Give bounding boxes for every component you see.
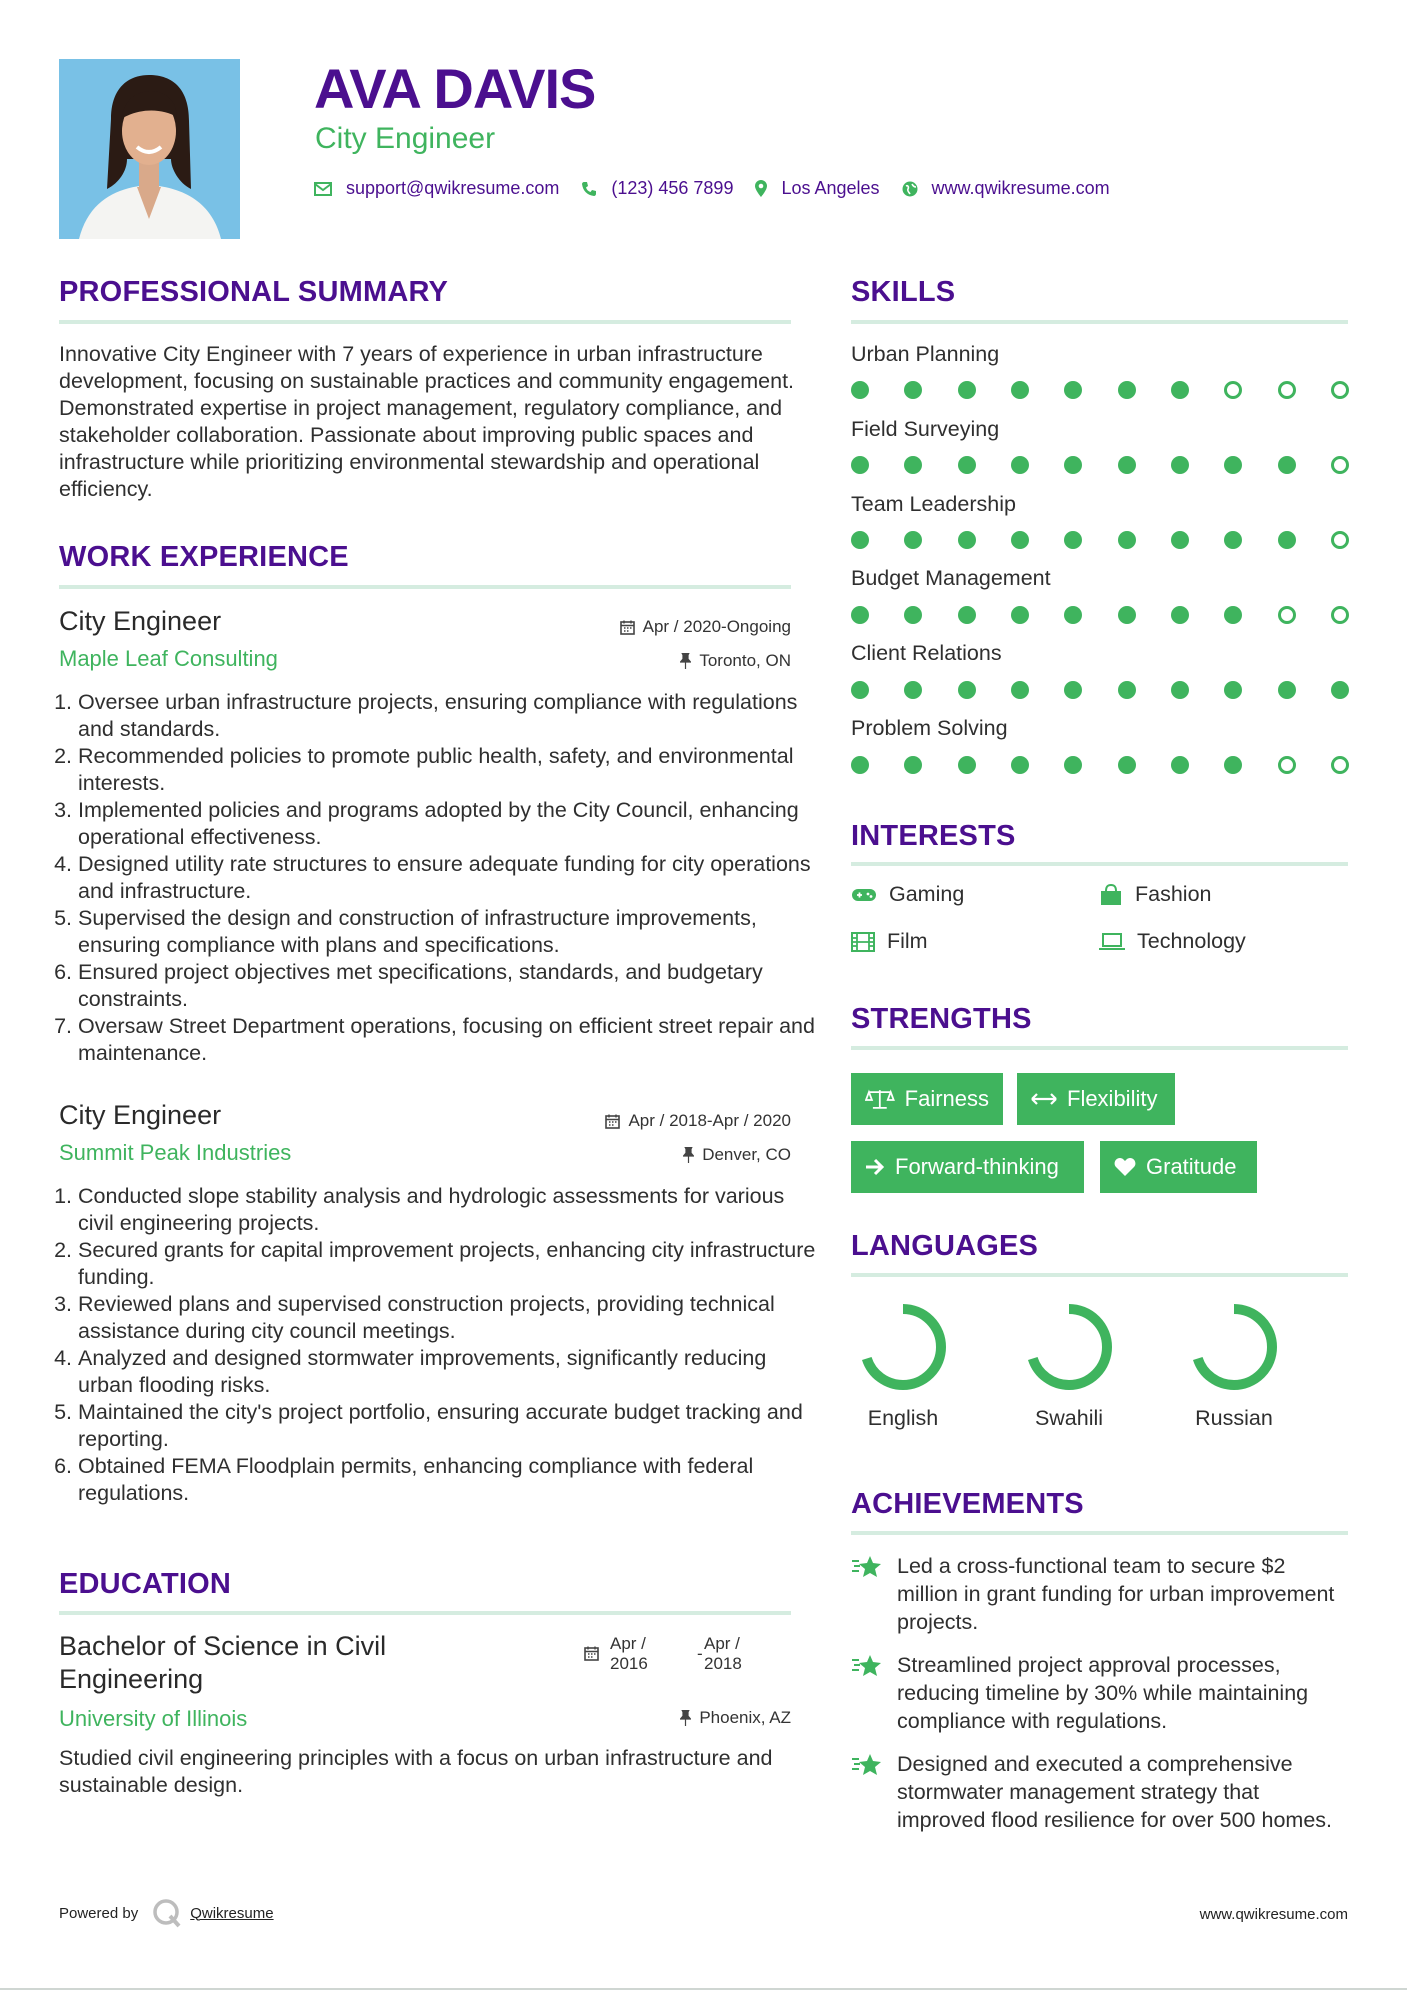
summary-text: Innovative City Engineer with 7 years of experience in urban infrastructure development, focusing on sustainable practices and community engagement. Demonstrated expertise in project management, regulatory compliance, and stakeholder collaboration. Passionate about improving public spaces and infrastructure while prioritizing environmental stewardship and operational efficiency. <box>59 342 795 501</box>
achievement-text: Led a cross-functional team to secure $2 million in grant funding for urban improvement projects. <box>897 1554 1335 1634</box>
skill-rating <box>851 456 1349 474</box>
skill-rating <box>851 681 1349 699</box>
duty-item: 7. Oversaw Street Department operations, focusing on efficient street repair and maintenance. <box>78 1013 818 1067</box>
languages-heading: LANGUAGES <box>851 1230 1039 1262</box>
skill-dot-filled <box>958 756 976 774</box>
skill-dot-filled <box>1064 456 1082 474</box>
calendar-icon <box>620 620 635 635</box>
qwikresume-logo-icon <box>152 1898 182 1928</box>
job-title: City Engineer <box>59 606 222 636</box>
skill-dot-filled <box>1171 606 1189 624</box>
skill-dot-filled <box>1011 756 1029 774</box>
language-name: Swahili <box>1034 1406 1104 1430</box>
skill-dot-filled <box>958 456 976 474</box>
skill-dot-filled <box>904 681 922 699</box>
duty-item: 6. Ensured project objectives met specifications, standards, and budgetary constraints. <box>78 959 818 1013</box>
skills-heading: SKILLS <box>851 276 956 308</box>
edu-end-date: Apr / 2018 <box>704 1634 742 1673</box>
skill-rating <box>851 531 1349 549</box>
skill-dot-filled <box>958 531 976 549</box>
brand-link[interactable]: Qwikresume <box>190 1904 274 1922</box>
job-duties-list <box>59 689 818 1067</box>
interest-item <box>1099 882 1212 907</box>
skill-dot-filled <box>958 681 976 699</box>
skill-dot-filled <box>958 381 976 399</box>
powered-by-text: Powered by <box>59 1904 139 1922</box>
contact-phone[interactable] <box>581 178 733 199</box>
phone-text: (123) 456 7899 <box>611 178 734 198</box>
shooting-star-icon <box>851 1752 883 1778</box>
skill-dot-filled <box>904 606 922 624</box>
skill-dot-filled <box>1064 756 1082 774</box>
skill-rating <box>851 381 1349 399</box>
edu-date-dash: - <box>697 1644 703 1663</box>
skill-dot-empty <box>1331 531 1349 549</box>
skill-dot-filled <box>1011 681 1029 699</box>
degree-title: Bachelor of Science in Civil Engineering <box>59 1631 387 1694</box>
skill-name: Field Surveying <box>851 417 1000 441</box>
job-company: Maple Leaf Consulting <box>59 646 278 671</box>
skill-dot-filled <box>1118 531 1136 549</box>
duty-item: 5. Supervised the design and construction of infrastructure improvements, ensuring compliance with plans and specifications. <box>78 905 818 959</box>
skill-dot-filled <box>1011 531 1029 549</box>
contact-email[interactable] <box>314 178 559 199</box>
skill-dot-filled <box>1224 681 1242 699</box>
skill-dot-empty <box>1278 381 1296 399</box>
edu-start-date: Apr / 2016 <box>610 1634 648 1673</box>
language-level-arc <box>1031 1309 1107 1385</box>
strength-badge <box>1017 1073 1175 1125</box>
envelope-icon <box>314 182 332 196</box>
skill-dot-filled <box>1011 456 1029 474</box>
skill-dot-filled <box>904 456 922 474</box>
interest-label: Technology <box>1137 929 1246 953</box>
strengths-heading: STRENGTHS <box>851 1003 1032 1035</box>
website-text: www.qwikresume.com <box>931 178 1110 198</box>
contact-location <box>755 178 879 199</box>
skill-dot-filled <box>1118 606 1136 624</box>
skill-dot-filled <box>1118 456 1136 474</box>
language-level-ring <box>1189 1302 1279 1392</box>
language-item <box>1174 1302 1294 1431</box>
skill-dot-filled <box>1171 756 1189 774</box>
skill-rating <box>851 606 1349 624</box>
skill-dot-filled <box>1118 756 1136 774</box>
skill-dot-empty <box>1278 606 1296 624</box>
job-date-text: Apr / 2020-Ongoing <box>642 617 791 636</box>
language-level-ring <box>1024 1302 1114 1392</box>
achievement-item <box>851 1750 1351 1834</box>
film-icon <box>851 932 875 952</box>
interest-item <box>851 882 964 907</box>
strength-label: Gratitude <box>1146 1154 1237 1179</box>
duty-item: 2. Secured grants for capital improvement projects, enhancing city infrastructure funding. <box>78 1237 818 1291</box>
skill-dot-filled <box>1118 381 1136 399</box>
skill-dot-filled <box>851 456 869 474</box>
duty-item: 3. Implemented policies and programs adopted by the City Council, enhancing operational effectiveness. <box>78 797 818 851</box>
duty-item: 2. Recommended policies to promote public health, safety, and environmental interests. <box>78 743 818 797</box>
contact-website[interactable] <box>902 178 1110 199</box>
skill-rating <box>851 756 1349 774</box>
map-marker-icon <box>755 180 767 197</box>
strength-badge <box>851 1141 1084 1193</box>
skill-name: Urban Planning <box>851 342 1000 366</box>
skill-dot-empty <box>1278 756 1296 774</box>
language-level-ring <box>858 1302 948 1392</box>
skill-name: Budget Management <box>851 566 1051 590</box>
strength-label: Forward-thinking <box>895 1154 1059 1179</box>
job-company: Summit Peak Industries <box>59 1140 292 1165</box>
job-title: City Engineer <box>59 1100 222 1130</box>
summary-rule <box>59 320 791 324</box>
skill-name: Client Relations <box>851 641 1002 665</box>
balance-scale-icon <box>865 1088 895 1110</box>
arrow-right-icon <box>865 1158 885 1176</box>
summary-heading: PROFESSIONAL SUMMARY <box>59 276 449 308</box>
skill-dot-empty <box>1331 756 1349 774</box>
skill-name: Problem Solving <box>851 716 1008 740</box>
skill-dot-filled <box>1278 456 1296 474</box>
skill-dot-filled <box>1064 681 1082 699</box>
skill-dot-filled <box>1171 531 1189 549</box>
skill-dot-empty <box>1331 381 1349 399</box>
experience-rule <box>59 585 791 589</box>
duty-item: 4. Designed utility rate structures to ensure adequate funding for city operations and infrastructure. <box>78 851 818 905</box>
calendar-icon <box>584 1646 599 1661</box>
profile-photo <box>59 59 240 239</box>
skill-dot-filled <box>1278 531 1296 549</box>
achievement-text: Designed and executed a comprehensive stormwater management strategy that improved flood resilience for over 500 homes. <box>897 1752 1332 1832</box>
job-date-text: Apr / 2018-Apr / 2020 <box>628 1111 791 1130</box>
heart-icon <box>1114 1157 1136 1177</box>
job-duties-list <box>59 1183 818 1507</box>
duty-item: 1. Conducted slope stability analysis and hydrologic assessments for various civil engineering projects. <box>78 1183 818 1237</box>
language-level-arc <box>1196 1309 1272 1385</box>
gamepad-icon <box>851 887 877 903</box>
skill-dot-filled <box>1064 381 1082 399</box>
calendar-icon <box>605 1114 620 1129</box>
skill-dot-filled <box>904 531 922 549</box>
thumbtack-icon <box>683 1147 694 1163</box>
skill-dot-filled <box>904 381 922 399</box>
education-rule <box>59 1611 791 1615</box>
job-location <box>683 1145 791 1165</box>
interest-label: Gaming <box>889 882 965 906</box>
school-name: University of Illinois <box>59 1706 248 1731</box>
skill-dot-filled <box>1171 381 1189 399</box>
globe-icon <box>902 181 918 197</box>
experience-heading: WORK EXPERIENCE <box>59 541 349 573</box>
job-location-text: Toronto, ON <box>699 651 791 670</box>
duty-item: 4. Analyzed and designed stormwater improvements, significantly reducing urban flooding risks. <box>78 1345 818 1399</box>
skill-dot-filled <box>1011 381 1029 399</box>
job-location-text: Denver, CO <box>702 1145 791 1164</box>
skills-rule <box>851 320 1348 324</box>
duty-item: 5. Maintained the city's project portfolio, ensuring accurate budget tracking and reporting. <box>78 1399 818 1453</box>
language-item <box>843 1302 963 1431</box>
strength-badge <box>1100 1141 1257 1193</box>
interest-item <box>1099 929 1246 954</box>
skill-dot-filled <box>1224 531 1242 549</box>
interest-label: Film <box>887 929 928 953</box>
achievement-item <box>851 1552 1351 1636</box>
skill-name: Team Leadership <box>851 492 1016 516</box>
language-name: Russian <box>1195 1406 1273 1430</box>
skill-dot-empty <box>1331 456 1349 474</box>
achievements-heading: ACHIEVEMENTS <box>851 1488 1084 1520</box>
skill-dot-filled <box>1224 606 1242 624</box>
skill-dot-filled <box>851 381 869 399</box>
skill-dot-filled <box>1331 681 1349 699</box>
candidate-role: City Engineer <box>315 122 496 155</box>
thumbtack-icon <box>680 653 691 669</box>
skill-dot-filled <box>851 531 869 549</box>
laptop-icon <box>1099 933 1125 951</box>
skill-dot-filled <box>1224 456 1242 474</box>
skill-dot-empty <box>1331 606 1349 624</box>
strength-badge <box>851 1073 1003 1125</box>
contact-bar <box>314 178 1132 199</box>
achievement-item <box>851 1651 1351 1735</box>
skill-dot-filled <box>958 606 976 624</box>
interest-label: Fashion <box>1135 882 1212 906</box>
interests-rule <box>851 862 1348 866</box>
shooting-star-icon <box>851 1554 883 1580</box>
job-location <box>680 651 791 671</box>
strength-label: Fairness <box>904 1086 989 1111</box>
phone-icon <box>581 181 597 197</box>
skill-dot-filled <box>904 756 922 774</box>
candidate-name: AVA DAVIS <box>314 57 596 120</box>
footer-website[interactable]: www.qwikresume.com <box>1199 1906 1348 1923</box>
skill-dot-filled <box>851 681 869 699</box>
skill-dot-filled <box>1278 681 1296 699</box>
skill-dot-filled <box>1064 531 1082 549</box>
language-name: English <box>867 1406 939 1430</box>
portrait-image <box>59 59 240 239</box>
interests-heading: INTERESTS <box>851 820 1016 852</box>
education-heading: EDUCATION <box>59 1568 232 1600</box>
strengths-rule <box>851 1046 1348 1050</box>
skill-dot-empty <box>1224 381 1242 399</box>
interest-item <box>851 929 928 954</box>
skill-dot-filled <box>851 606 869 624</box>
edu-location-text: Phoenix, AZ <box>699 1708 791 1727</box>
skill-dot-filled <box>1011 606 1029 624</box>
shooting-star-icon <box>851 1653 883 1679</box>
achievement-text: Streamlined project approval processes, reducing timeline by 30% while maintaining compliance with regulations. <box>897 1653 1309 1733</box>
language-item <box>1009 1302 1129 1431</box>
skill-dot-filled <box>1224 756 1242 774</box>
job-date <box>620 617 791 637</box>
skill-dot-filled <box>1171 681 1189 699</box>
skill-dot-filled <box>851 756 869 774</box>
duty-item: 6. Obtained FEMA Floodplain permits, enhancing compliance with federal regulations. <box>78 1453 818 1507</box>
shopping-bag-icon <box>1099 884 1123 906</box>
email-text: support@qwikresume.com <box>346 178 560 198</box>
thumbtack-icon <box>680 1710 691 1726</box>
skill-dot-filled <box>1171 456 1189 474</box>
languages-rule <box>851 1273 1348 1277</box>
education-description: Studied civil engineering principles with a focus on urban infrastructure and sustainable design. <box>59 1746 773 1797</box>
location-text: Los Angeles <box>781 178 880 198</box>
edu-location <box>680 1708 791 1728</box>
strength-label: Flexibility <box>1067 1086 1158 1111</box>
language-level-arc <box>865 1309 941 1385</box>
duty-item: 1. Oversee urban infrastructure projects, ensuring compliance with regulations and standards. <box>78 689 818 743</box>
arrows-horizontal-icon <box>1031 1093 1057 1105</box>
duty-item: 3. Reviewed plans and supervised construction projects, providing technical assistance during city council meetings. <box>78 1291 818 1345</box>
footer-powered-by <box>59 1898 274 1928</box>
skill-dot-filled <box>1118 681 1136 699</box>
achievements-rule <box>851 1531 1348 1535</box>
job-date <box>605 1111 791 1131</box>
skill-dot-filled <box>1064 606 1082 624</box>
